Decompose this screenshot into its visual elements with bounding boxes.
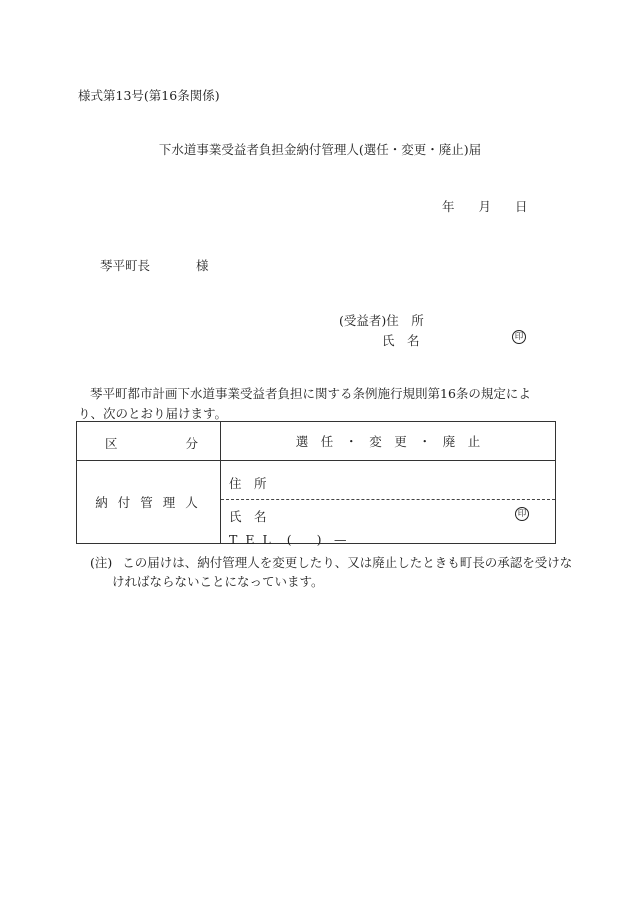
manager-tel-line bbox=[229, 530, 346, 548]
body-text: 琴平町都市計画下水道事業受益者負担に関する条例施行規則第16条の規定により、次のとおり届けます。 bbox=[78, 386, 531, 421]
date-year: 年 bbox=[442, 199, 455, 214]
date-day: 日 bbox=[515, 199, 528, 214]
choices-cell bbox=[221, 422, 556, 461]
note-line-1 bbox=[90, 553, 572, 571]
choice-separator: ・ bbox=[418, 434, 431, 449]
dashed-divider bbox=[221, 499, 555, 500]
tel-label: TEL bbox=[229, 532, 279, 547]
note-marker: (注) bbox=[90, 555, 113, 570]
applicant-name-line bbox=[382, 331, 420, 349]
choice-separator: ・ bbox=[344, 434, 358, 449]
manager-detail-cell bbox=[221, 461, 556, 547]
addressee bbox=[100, 256, 209, 274]
category-header-char-2: 分 bbox=[185, 436, 198, 451]
form-number: 様式第13号(第16条関係) bbox=[78, 88, 220, 103]
table-header-row bbox=[77, 422, 556, 461]
choice-appointment: 選 任 bbox=[295, 434, 334, 449]
applicant-name-label: 氏 名 bbox=[382, 333, 420, 348]
note-text-1: この届けは、納付管理人を変更したり、又は廃止したときも町長の承認を受けな bbox=[122, 555, 573, 570]
addressee-name: 琴平町長 bbox=[100, 258, 151, 273]
applicant-address-line bbox=[339, 311, 424, 329]
choice-change: 変 更 bbox=[369, 434, 407, 449]
category-header-char-1: 区 bbox=[105, 436, 118, 451]
manager-address-label: 住 所 bbox=[229, 476, 267, 491]
manager-label-cell: 納付管理人 bbox=[77, 461, 221, 544]
addressee-honorific: 様 bbox=[196, 258, 209, 273]
tel-format: ( ) — bbox=[286, 532, 347, 547]
choice-abolition: 廃 止 bbox=[442, 434, 481, 449]
applicant-address-label: 住 所 bbox=[386, 313, 424, 328]
document-title: 下水道事業受益者負担金納付管理人(選任・変更・廃止)届 bbox=[158, 142, 482, 157]
seal-mark-icon: 印 bbox=[515, 507, 529, 521]
applicant-prefix: (受益者) bbox=[339, 313, 387, 328]
seal-mark-icon: 印 bbox=[512, 330, 526, 344]
date-month: 月 bbox=[478, 199, 492, 214]
note-line-2: ければならないことになっています。 bbox=[112, 574, 324, 589]
table-manager-row bbox=[77, 461, 556, 544]
manager-name-label: 氏 名 bbox=[229, 509, 267, 524]
category-header-cell bbox=[77, 422, 221, 461]
notification-table bbox=[76, 421, 556, 547]
date-line bbox=[442, 197, 528, 215]
